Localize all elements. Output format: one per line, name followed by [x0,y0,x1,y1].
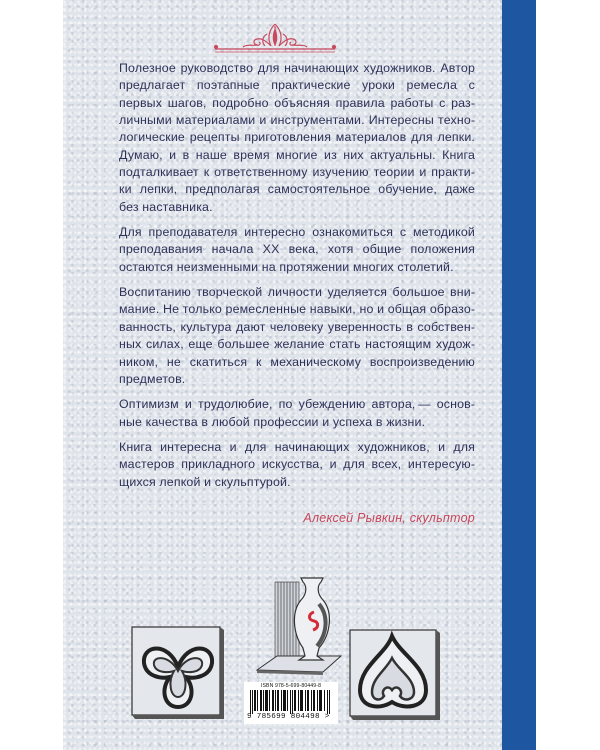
annotation-paragraph: Книга интересна и для начинающих художников, и для мастеров прикладного искусства, и для всех, интересующихся лепкой и скульптурой. [119,439,475,489]
author-signature: Алексей Рывкин, скульптор [303,511,475,525]
annotation-paragraph: Полезное руководство для начинающих художников. Автор предлагает поэтапные практические уроки ремесла с первых шагов, подробно объясняя правила работы с различными материалами и инструментами. Интересны технологические рецепты приготовления материалов для лепки. Думаю, и в наше время многие из них актуальны. Книга подталкивает к ответственному изучению теории и практики лепки, предполагая самостоятельное обучение, даже без наставника. [119,61,475,214]
trefoil-relief-tile-icon [128,623,228,723]
annotation-paragraph: Воспитанию творческой личности уделяется большое внимание. Не только ремесленные навыки, но и общая образованность, культура дают человеку уверенность в собственных силах, еще большее желание стать настоящим художником, не скатиться к механическому воспроизведению предметов. [119,285,475,386]
annotation-paragraph: Для преподавателя интересно ознакомиться с методикой преподавания начала XX века, хотя общие положения остаются неизменными на протяжении многих столетий. [119,225,475,274]
blue-spine-band [502,0,536,750]
barcode-bars-icon [250,690,332,714]
decorative-crown-ornament-icon [213,22,337,58]
annotation-paragraph: Оптимизм и трудолюбие, по убеждению автора, — основные качества в любой профессии и успеха в жизни. [119,397,475,429]
annotation-text [119,60,475,499]
heart-relief-tile-icon [346,626,442,724]
vase-with-logo-icon [253,574,345,680]
isbn-barcode [244,682,338,724]
isbn-label: ISBN 978-5-699-80449-8 [260,683,322,689]
barcode-digits: 9 785699 804498 > [247,713,330,721]
